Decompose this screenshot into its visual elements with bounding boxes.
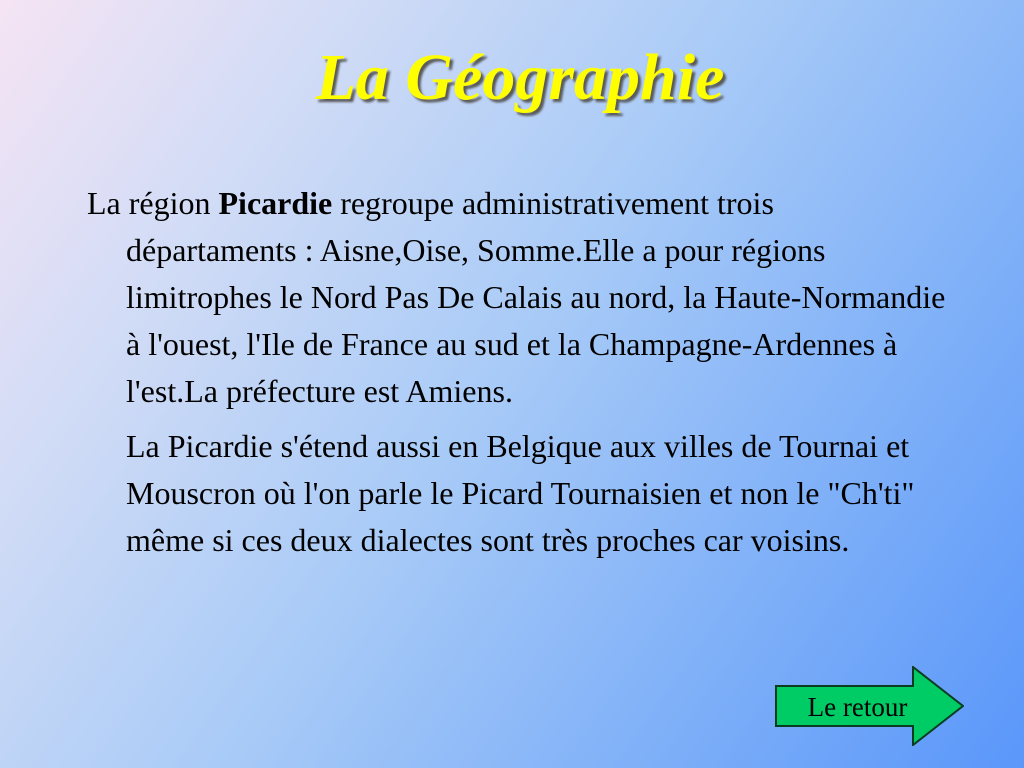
paragraph-lead: La région xyxy=(87,185,219,221)
slide-body xyxy=(87,180,947,572)
return-button-label: Le retour xyxy=(807,692,908,722)
return-button[interactable] xyxy=(775,666,964,746)
paragraph-belgium: La Picardie s'étend aussi en Belgique aux villes de Tournai et Mouscron où l'on parle le Picard Tournaisien et non le "Ch'ti" même si ces deux dialectes sont très proches car voisins. xyxy=(126,428,915,558)
paragraph-picardie-region xyxy=(87,180,947,415)
picardie-bold-term: Picardie xyxy=(218,185,333,221)
paragraph-rest: regroupe administrativement trois départaments : Aisne,Oise, Somme.Elle a pour régions limitrophes le Nord Pas De Calais au nord, la Haute-Normandie à l'ouest, l'Ile de France au sud et la Champagne-Ardennes à l'est.La préfecture est Amiens. xyxy=(126,185,946,409)
slide-title: La Géographie xyxy=(315,41,725,114)
